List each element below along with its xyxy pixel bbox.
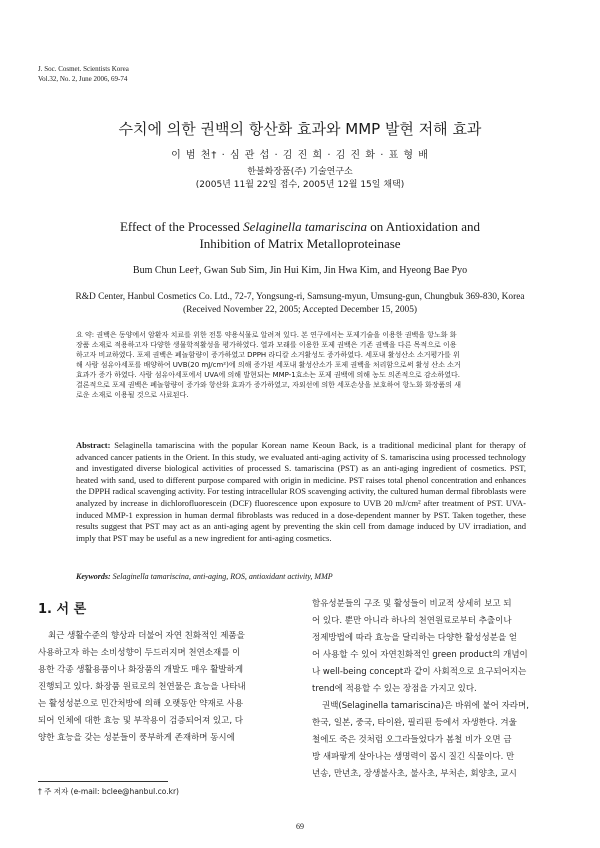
journal-name: J. Soc. Cosmet. Scientists Korea	[38, 65, 129, 73]
body-line: 한국, 일본, 중국, 타이완, 필리핀 등에서 자생한다. 겨울	[312, 718, 517, 728]
body-line: 정제방법에 따라 효능을 달리하는 다양한 활성성분을 얻	[312, 633, 518, 643]
korean-authors: 이 범 천† · 심 관 섭 · 김 진 희 · 김 진 화 · 표 형 배	[171, 150, 429, 161]
body-line: 어 있다. 뿐만 아니라 하나의 천연원료로부터 추출이나	[312, 616, 512, 626]
body-line: 최근 생활수준의 향상과 더불어 자연 친화적인 제품을	[48, 631, 245, 641]
korean-title: 수치에 의한 권백의 항산화 효과와 MMP 발현 저해 효과	[118, 120, 482, 138]
footnote: † 주 저자 (e-mail: bclee@hanbul.co.kr)	[38, 787, 179, 796]
body-line: trend에 적용할 수 있는 장점을 가지고 있다.	[312, 684, 477, 694]
korean-affiliation-block	[0, 166, 600, 192]
korean-abstract-line: 로운 소재로 이용될 것으로 사료된다.	[76, 391, 189, 399]
body-line: 용한 각종 생활용품이나 화장품의 개발도 매우 활발하게	[38, 665, 244, 675]
korean-affiliation: 한불화장품(주) 기술연구소	[247, 167, 353, 177]
journal-volume: Vol.32, No. 2, June 2006, 69-74	[38, 75, 128, 83]
abstract-label: Abstract:	[76, 440, 111, 450]
page-number: 69	[296, 822, 304, 831]
body-line: 년송, 만년초, 장생불사초, 불사초, 부처손, 회양초, 교시	[312, 769, 517, 779]
abstract-text: Selaginella tamariscina with the popular Korean name Keoun Back, is a traditional medicinal plant for therapy of advanced cancer patients in the Orient. In this study, we evaluated anti-aging activity of S. tamariscina using processed technology and investigated diverse biological activities of processed S. tamariscina (PST) as an anti-aging ingredient of cosmetics. PST, heated with sand, used to different purpose compared with origin in medicine. PST raises total phenol concentration and enhances the DPPH radical scavenging activity. For testing intracellular ROS scavenging activity, the cultured human dermal fibroblasts were analyzed by increase in dichlorofluorescein (DCF) fluorescence upon exposure to UVB 20 mJ/cm² after treatment of PST. UVA-induced MMP-1 expression in human dermal fibroblasts was reduced in a dose-dependent manner by PST. Taken together, these results suggest that PST may act as an anti-aging agent by preventing the skin cell from damage induced by UV irradiation, and imply that PST may be useful as a new ingredient for anti-aging cosmetics.	[76, 440, 526, 543]
english-title	[0, 218, 600, 252]
english-affiliation: R&D Center, Hanbul Cosmetics Co. Ltd., 72-7, Yongsung-ri, Samsung-myun, Umsung-gun, Chungbuk 369-830, Korea	[75, 292, 525, 302]
english-abstract	[76, 440, 526, 544]
footnote-rule	[38, 781, 168, 782]
english-title-line2: Inhibition of Matrix Metalloproteinase	[199, 236, 401, 251]
english-authors: Bum Chun Lee†, Gwan Sub Sim, Jin Hui Kim, Jin Hwa Kim, and Hyeong Bae Pyo	[132, 265, 468, 276]
body-line: 사용하고자 하는 소비성향이 두드러지며 천연소재를 이	[38, 648, 241, 658]
body-line: 양한 효능을 갖는 성분들이 풍부하게 존재하며 동시에	[38, 733, 235, 743]
body-line: 어 사용할 수 있어 자연친화적인 green product의 개념이	[312, 650, 528, 660]
korean-abstract-line: 하고자 비교하였다. 포제 권백은 폐놀함량이 증가하였고 DPPH 라디칼 소거활성도 증가하였다. 세포내 활성산소 소거평가를 위	[76, 351, 460, 359]
english-affiliation-block	[20, 291, 580, 317]
korean-abstract-line: 장품 소재로 적용하고자 다양한 생물학적활성을 평가하였다. 열과 모래를 이용한 포제 권백은 기존 권백을 다른 목적으로 이용	[76, 341, 457, 349]
korean-abstract-line: 효과가 증가 하였다. 사람 섬유아세포에서 UVA에 의해 발현되는 MMP-1효소는 포제 권백에 의해 농도 의존적으로 감소하였다.	[76, 371, 461, 379]
body-line: 되어 인체에 대한 효능 및 부작용이 검증되어져 있고, 다	[38, 716, 243, 726]
korean-abstract-line: 요 약: 권백은 동양에서 암환자 치료를 위한 전통 약용식물로 알려져 있다. 본 연구에서는 포제기술을 이용한 권백을 항노화 화	[76, 331, 457, 339]
body-line: 권백(Selaginella tamariscina)은 바위에 붙어 자라며,	[322, 701, 529, 711]
korean-abstract-line: 해 사람 섬유아세포를 배양하여 UVB(20 mJ/cm²)에 의해 증가된 세포내 활성산소가 포제 권백을 처리함으로써 활성 산소 소거	[76, 361, 461, 369]
section-heading: 1. 서 론	[38, 602, 87, 617]
english-dates: (Received November 22, 2005; Accepted December 15, 2005)	[182, 305, 418, 315]
journal-header	[38, 64, 129, 84]
body-line: 함유성분들의 구조 및 활성들이 비교적 상세히 보고 되	[312, 599, 512, 609]
keywords	[76, 572, 526, 581]
body-column-left	[38, 628, 302, 747]
body-column-right	[312, 596, 568, 783]
body-line: 방 새파랗게 살아나는 생명력이 몹시 질긴 식물이다. 만	[312, 752, 515, 762]
korean-dates: (2005년 11월 22일 접수, 2005년 12월 15일 채택)	[195, 180, 405, 190]
body-line: 진행되고 있다. 화장품 원료로의 천연물은 효능을 나타내	[38, 682, 246, 692]
korean-abstract-line: 결론적으로 포제 권백은 폐놀함량이 증가와 항산화 효과가 증가하였고, 자외선에 의한 세포손상을 보호하여 항노화 화장품의 새	[76, 381, 461, 389]
body-line: 는 활성성분으로 민간처방에 의해 오랫동안 약재로 사용	[38, 699, 244, 709]
english-title-line1	[0, 218, 600, 235]
keywords-text: Selaginella tamariscina, anti-aging, ROS, antioxidant activity, MMP	[112, 572, 333, 581]
title-species: Selaginella tamariscina	[243, 219, 368, 234]
title-text: Effect of the Processed	[119, 219, 244, 234]
keywords-label: Keywords:	[76, 572, 111, 581]
korean-abstract	[76, 330, 526, 400]
body-line: 철에도 죽은 것처럼 오그라들었다가 봄철 비가 오면 금	[312, 735, 512, 745]
body-line: 나 well-being concept과 같이 사회적으로 요구되어지는	[312, 667, 527, 677]
title-text: on Antioxidation and	[367, 219, 481, 234]
